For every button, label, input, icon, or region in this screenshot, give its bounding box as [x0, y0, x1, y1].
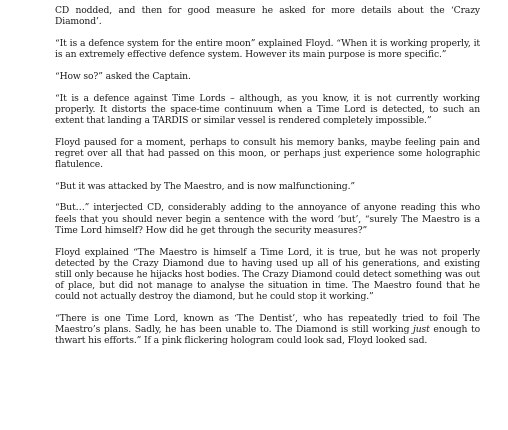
paragraph-4: “It is a defence against Time Lords – although, as you know, it is not currently working properly. It distorts the space-time continuum when a Time Lord is detected, to such an extent that landing a TARDIS or similar vessel is rendered completely impossible.”: [55, 92, 480, 126]
paragraph-6: “But it was attacked by The Maestro, and is now malfunctioning.”: [55, 180, 355, 192]
paragraph-2: “It is a defence system for the entire moon” explained Floyd. “When it is working properly, it is an extremely effective defence system. However its main purpose is more specific.”: [55, 37, 480, 61]
paragraph-9-start: “There is one Time Lord, known as ‘The Dentist’, who has repeatedly tried to foil The Maestro’s plans. Sadly, he has been unable to. The Diamond is still working: [55, 313, 480, 336]
paragraph-3: “How so?” asked the Captain.: [55, 70, 191, 82]
paragraph-8: Floyd explained “The Maestro is himself a Time Lord, it is true, but he was not properly detected by the Crazy Diamond due to having used up all of his generations, and existing still only because he hijacks host bodies. The Crazy Diamond could detect something was out of place, but did not manage to analyse the situation in time. The Maestro found that he could not actually destroy the diamond, but he could stop it working.”: [55, 246, 480, 303]
paragraph-5: Floyd paused for a moment, perhaps to consult his memory banks, maybe feeling pain and regret over all that had passed on this moon, or perhaps just experience some holographic flatulence.: [55, 136, 480, 171]
paragraph-1: CD nodded, and then for good measure he asked for more details about the ‘Crazy Diamond’.: [55, 5, 480, 28]
emphasis-just: just: [413, 324, 430, 336]
paragraph-7: “But…” interjected CD, considerably adding to the annoyance of anyone reading this who feels that you should never begin a sentence with the word ‘but’, “surely The Maestro is a Time Lord himself? How did he get through the security measures?”: [55, 202, 480, 236]
paragraph-9: [55, 313, 480, 347]
paragraph-9-end: enough to thwart his efforts.” If a pink flickering hologram could look sad, Floyd looked sad.: [55, 324, 480, 347]
